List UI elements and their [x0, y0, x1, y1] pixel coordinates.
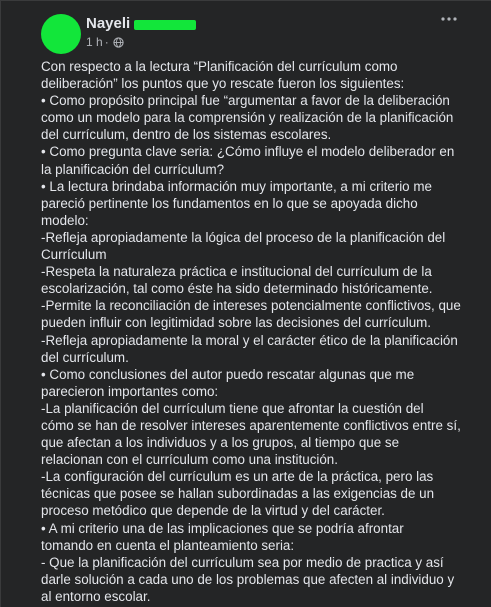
post-text-line: del currículum, dentro de los sistemas escolares. — [41, 127, 332, 143]
meta-separator: · — [104, 35, 109, 49]
author-row — [86, 14, 196, 34]
post-text-line: deliberación” los puntos que yo rescate fueron los siguientes: — [41, 76, 405, 92]
post-text-line: que afectan a los individuos y a los grupos, al tiempo que se — [41, 435, 400, 451]
post-text-line: darle solución a cada uno de los problemas que afecten al individuo y — [41, 571, 455, 587]
post-text-line: tomando en cuenta el planteamiento seria: — [41, 537, 295, 553]
post-text-line: • Como conclusiones del autor puedo rescatar algunas que me — [41, 366, 415, 382]
post-text-line: al entorno escolar. — [41, 588, 151, 604]
post-text-line: como un modelo para la comprensión y realización de la planificación — [41, 110, 454, 126]
post-text-line: -Respeta la naturaleza práctica e institucional del currículum de la — [41, 264, 432, 280]
post-text-line: -La planificación del currículum tiene que afrontar la cuestión del — [41, 400, 424, 416]
post-text-line: proceso metódico que depende de la virtud y del carácter. — [41, 503, 385, 519]
post-text-line: - Que la planificación del currículum sea por medio de practica y así — [41, 554, 444, 570]
post-text-line: Currículum — [41, 247, 107, 263]
post-text-line: -La configuración del currículum es un arte de la práctica, pero las — [41, 469, 434, 485]
post-text-line: la planificación del currículum? — [41, 161, 225, 177]
post-text-line: escolarización, tal como éste ha sido determinado históricamente. — [41, 281, 433, 297]
post-text-line: relacionan con el currículum como una institución. — [41, 452, 338, 468]
avatar[interactable] — [41, 14, 81, 54]
post-text-line: técnicas que posee se hallan subordinadas a las exigencias de un — [41, 486, 435, 502]
post-text-line: parecieron importantes como: — [41, 383, 219, 399]
post-text-line: • La lectura brindaba información muy importante, a mi criterio me — [41, 178, 432, 194]
post-text-line: pareció pertinente los fundamentos en lo que se apoyada dicho — [41, 195, 418, 211]
post-text-line: pueden influir con legitimidad sobre las decisiones del currículum. — [41, 315, 432, 331]
post-text-line: • Como pregunta clave seria: ¿Cómo influye el modelo deliberador en — [41, 144, 455, 160]
post-text-line: -Refleja apropiadamente la moral y el carácter ético de la planificación — [41, 332, 458, 348]
post-text-line: del currículum. — [41, 349, 129, 365]
post-timestamp[interactable]: 1 h — [86, 35, 103, 49]
post-meta — [86, 35, 124, 49]
more-options-button[interactable] — [435, 9, 463, 29]
post-text-line: • Como propósito principal fue “argumentar a favor de la deliberación — [41, 93, 450, 109]
post-header — [41, 11, 481, 55]
post-body — [41, 58, 471, 605]
author-name[interactable]: Nayeli — [86, 15, 131, 32]
post-text-line: -Permite la reconciliación de intereses potencialmente conflictivos, que — [41, 298, 461, 314]
post-text-line: modelo: — [41, 212, 89, 228]
post-text-line: Con respecto a la lectura “Planificación del currículum como — [41, 59, 398, 74]
name-redaction — [134, 20, 196, 30]
post-text-line: cómo se han de resolver intereses aparentemente conflictivos entre sí, — [41, 417, 461, 433]
post-text-line: • A mi criterio una de las implicaciones que se podría afrontar — [41, 520, 404, 536]
more-horizontal-icon — [441, 17, 457, 21]
globe-icon — [113, 37, 124, 48]
post-text-line: -Refleja apropiadamente la lógica del proceso de la planificación del — [41, 229, 446, 245]
